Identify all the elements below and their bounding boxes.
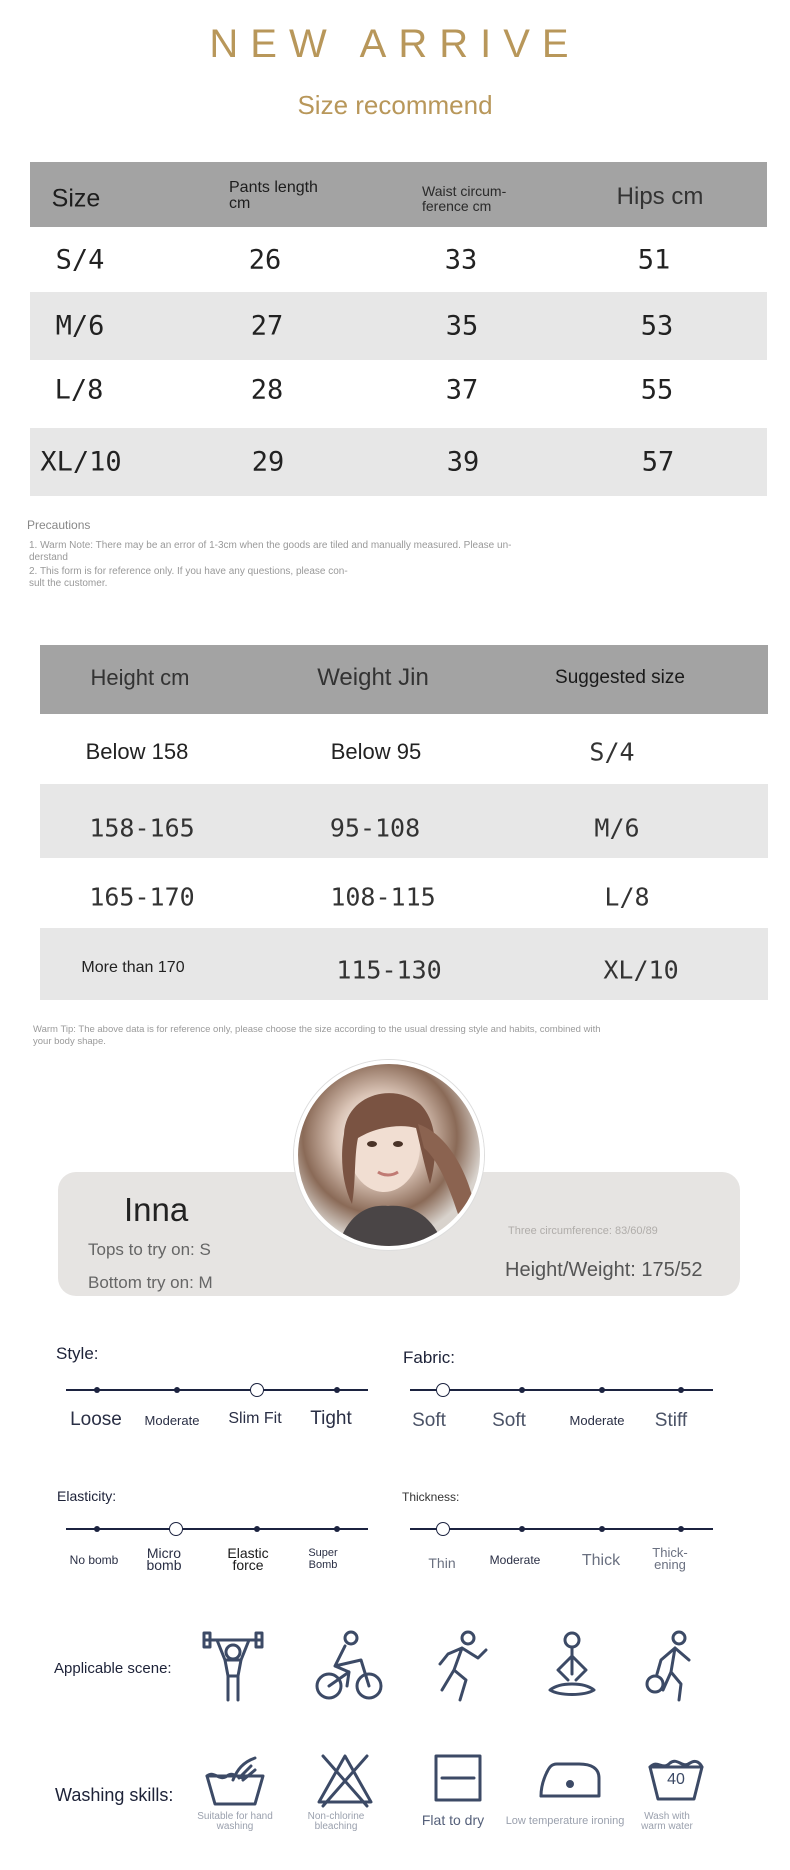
- style-option: Tight: [310, 1408, 352, 1429]
- precautions-line: sult the customer.: [29, 578, 108, 589]
- model-bottom: Bottom try on: M: [88, 1273, 213, 1292]
- suggested-size-cell: S/4: [589, 737, 635, 767]
- pants-cell: 29: [251, 446, 285, 478]
- hips-cell: 53: [640, 310, 674, 342]
- page-title: NEW ARRIVE: [209, 22, 581, 66]
- waist-cell: 35: [445, 310, 479, 342]
- washing-label: Washing skills:: [55, 1785, 174, 1805]
- elasticity-option: Micro bomb: [146, 1545, 182, 1573]
- header-pants-line1: Pants length: [229, 179, 318, 196]
- style-selected-marker: [250, 1383, 264, 1397]
- fabric-marker: [519, 1387, 525, 1393]
- washing-caption-line: Suitable for hand: [197, 1811, 273, 1822]
- height-cell: Below 158: [85, 739, 189, 764]
- size-cell: M/6: [55, 310, 105, 342]
- hand-wash-icon: [203, 1752, 267, 1813]
- header-size: Size: [51, 184, 101, 213]
- pants-cell: 26: [248, 244, 282, 276]
- elasticity-track: [66, 1528, 368, 1530]
- suggested-size-cell: XL/10: [603, 955, 679, 985]
- elasticity-marker: [254, 1526, 260, 1532]
- elasticity-marker: [334, 1526, 340, 1532]
- scene-label: Applicable scene:: [54, 1660, 172, 1677]
- washing-caption-line: bleaching: [314, 1821, 358, 1832]
- washing-caption-line: Low temperature ironing: [505, 1815, 625, 1827]
- fabric-option: Moderate: [569, 1413, 625, 1428]
- thickness-option: Thick-ening: [652, 1545, 688, 1572]
- washing-caption-line: Wash with: [644, 1811, 690, 1822]
- height-cell: 158-165: [89, 813, 195, 843]
- elasticity-option: No bomb: [69, 1553, 119, 1567]
- washing-caption-line: Non-chlorine: [307, 1811, 365, 1822]
- style-marker: [334, 1387, 340, 1393]
- size-cell: L/8: [54, 374, 104, 406]
- warm-tip: [33, 1024, 693, 1048]
- style-marker: [94, 1387, 100, 1393]
- washing-caption: [421, 1812, 485, 1828]
- precautions-line: derstand: [29, 552, 68, 563]
- style-marker: [174, 1387, 180, 1393]
- header-pants: [229, 180, 318, 212]
- model-tops: Tops to try on: S: [88, 1240, 211, 1259]
- header-pants-line2: cm: [229, 195, 251, 212]
- weight-cell: Below 95: [330, 739, 422, 764]
- fabric-label: Fabric:: [403, 1348, 455, 1367]
- page-subtitle: Size recommend: [297, 90, 493, 120]
- elasticity-selected-marker: [169, 1522, 183, 1536]
- precautions-line: 1. Warm Note: There may be an error of 1-3cm when the goods are tiled and manually measured. Please un-: [29, 540, 512, 551]
- weight-cell: 115-130: [336, 955, 442, 985]
- size-cell: S/4: [55, 244, 105, 276]
- elasticity-option: Super Bomb: [308, 1547, 338, 1571]
- model-avatar: [294, 1060, 484, 1250]
- washing-caption: [308, 1812, 365, 1832]
- model-height-weight: Height/Weight: 175/52: [505, 1259, 703, 1281]
- header-waist: [422, 184, 506, 214]
- model-portrait-icon: [298, 1064, 480, 1246]
- iron-low-icon: [537, 1758, 603, 1805]
- height-cell: More than 170: [81, 959, 185, 976]
- pants-cell: 27: [250, 310, 284, 342]
- thickness-track: [410, 1528, 713, 1530]
- weight-cell: 108-115: [330, 882, 436, 912]
- wash-40-icon: [646, 1755, 706, 1808]
- elasticity-marker: [94, 1526, 100, 1532]
- washing-caption-line: Flat to dry: [421, 1812, 485, 1828]
- fabric-option: Stiff: [654, 1410, 688, 1431]
- weight-cell: 95-108: [329, 813, 421, 843]
- fabric-selected-marker: [436, 1383, 450, 1397]
- warm-tip-line: your body shape.: [33, 1036, 106, 1047]
- model-circumference: Three circumference: 83/60/89: [508, 1225, 658, 1237]
- washing-caption-line: washing: [216, 1821, 254, 1832]
- header-weight: Weight Jin: [317, 664, 429, 691]
- waist-cell: 37: [445, 374, 479, 406]
- no-bleach-icon: [315, 1752, 375, 1813]
- header-hips: Hips cm: [616, 183, 704, 210]
- washing-caption: [197, 1812, 273, 1832]
- weightlifting-icon: [200, 1630, 266, 1707]
- thickness-option: Thin: [428, 1555, 456, 1571]
- fabric-option: Soft: [412, 1410, 446, 1431]
- precautions-title: Precautions: [27, 518, 91, 532]
- fabric-track: [410, 1389, 713, 1391]
- washing-caption: [506, 1816, 625, 1826]
- elasticity-option: Elastic force: [227, 1545, 269, 1573]
- model-name: Inna: [124, 1191, 189, 1228]
- suggested-size-cell: M/6: [594, 813, 640, 843]
- suggested-size-cell: L/8: [604, 882, 650, 912]
- yoga-icon: [542, 1630, 602, 1707]
- fabric-marker: [678, 1387, 684, 1393]
- style-label: Style:: [56, 1344, 99, 1363]
- washing-caption: [641, 1812, 693, 1832]
- fabric-option: Soft: [492, 1410, 526, 1431]
- thickness-label: Thickness:: [402, 1490, 460, 1504]
- waist-cell: 33: [444, 244, 478, 276]
- basketball-icon: [645, 1630, 705, 1707]
- fabric-marker: [599, 1387, 605, 1393]
- header-height: Height cm: [90, 665, 190, 690]
- pants-cell: 28: [250, 374, 284, 406]
- style-option: Slim Fit: [228, 1410, 282, 1427]
- header-waist-line1: Waist circum-: [422, 183, 507, 199]
- thickness-option: Moderate: [489, 1553, 541, 1567]
- washing-caption-line: warm water: [641, 1821, 693, 1832]
- hips-cell: 57: [641, 446, 675, 478]
- style-option: Moderate: [144, 1413, 200, 1428]
- size-cell: XL/10: [40, 446, 122, 478]
- warm-tip-line: Warm Tip: The above data is for reference only, please choose the size according to the usual dressing style and habits, combined with: [33, 1024, 601, 1035]
- thickness-marker: [599, 1526, 605, 1532]
- thickness-marker: [678, 1526, 684, 1532]
- waist-cell: 39: [446, 446, 480, 478]
- cycling-icon: [315, 1630, 383, 1707]
- thickness-selected-marker: [436, 1522, 450, 1536]
- hips-cell: 55: [640, 374, 674, 406]
- header-suggested-size: Suggested size: [555, 667, 685, 688]
- hips-cell: 51: [637, 244, 671, 276]
- thickness-marker: [519, 1526, 525, 1532]
- flat-dry-icon: [432, 1752, 484, 1809]
- running-icon: [432, 1630, 492, 1707]
- thickness-option: Thick: [581, 1552, 621, 1569]
- wash-temperature: 40: [667, 1771, 685, 1788]
- precautions-line: 2. This form is for reference only. If you have any questions, please con-: [29, 566, 348, 577]
- header-waist-line2: ference cm: [422, 198, 492, 214]
- height-cell: 165-170: [89, 882, 195, 912]
- style-option: Loose: [70, 1409, 122, 1430]
- elasticity-label: Elasticity:: [57, 1488, 117, 1504]
- style-track: [66, 1389, 368, 1391]
